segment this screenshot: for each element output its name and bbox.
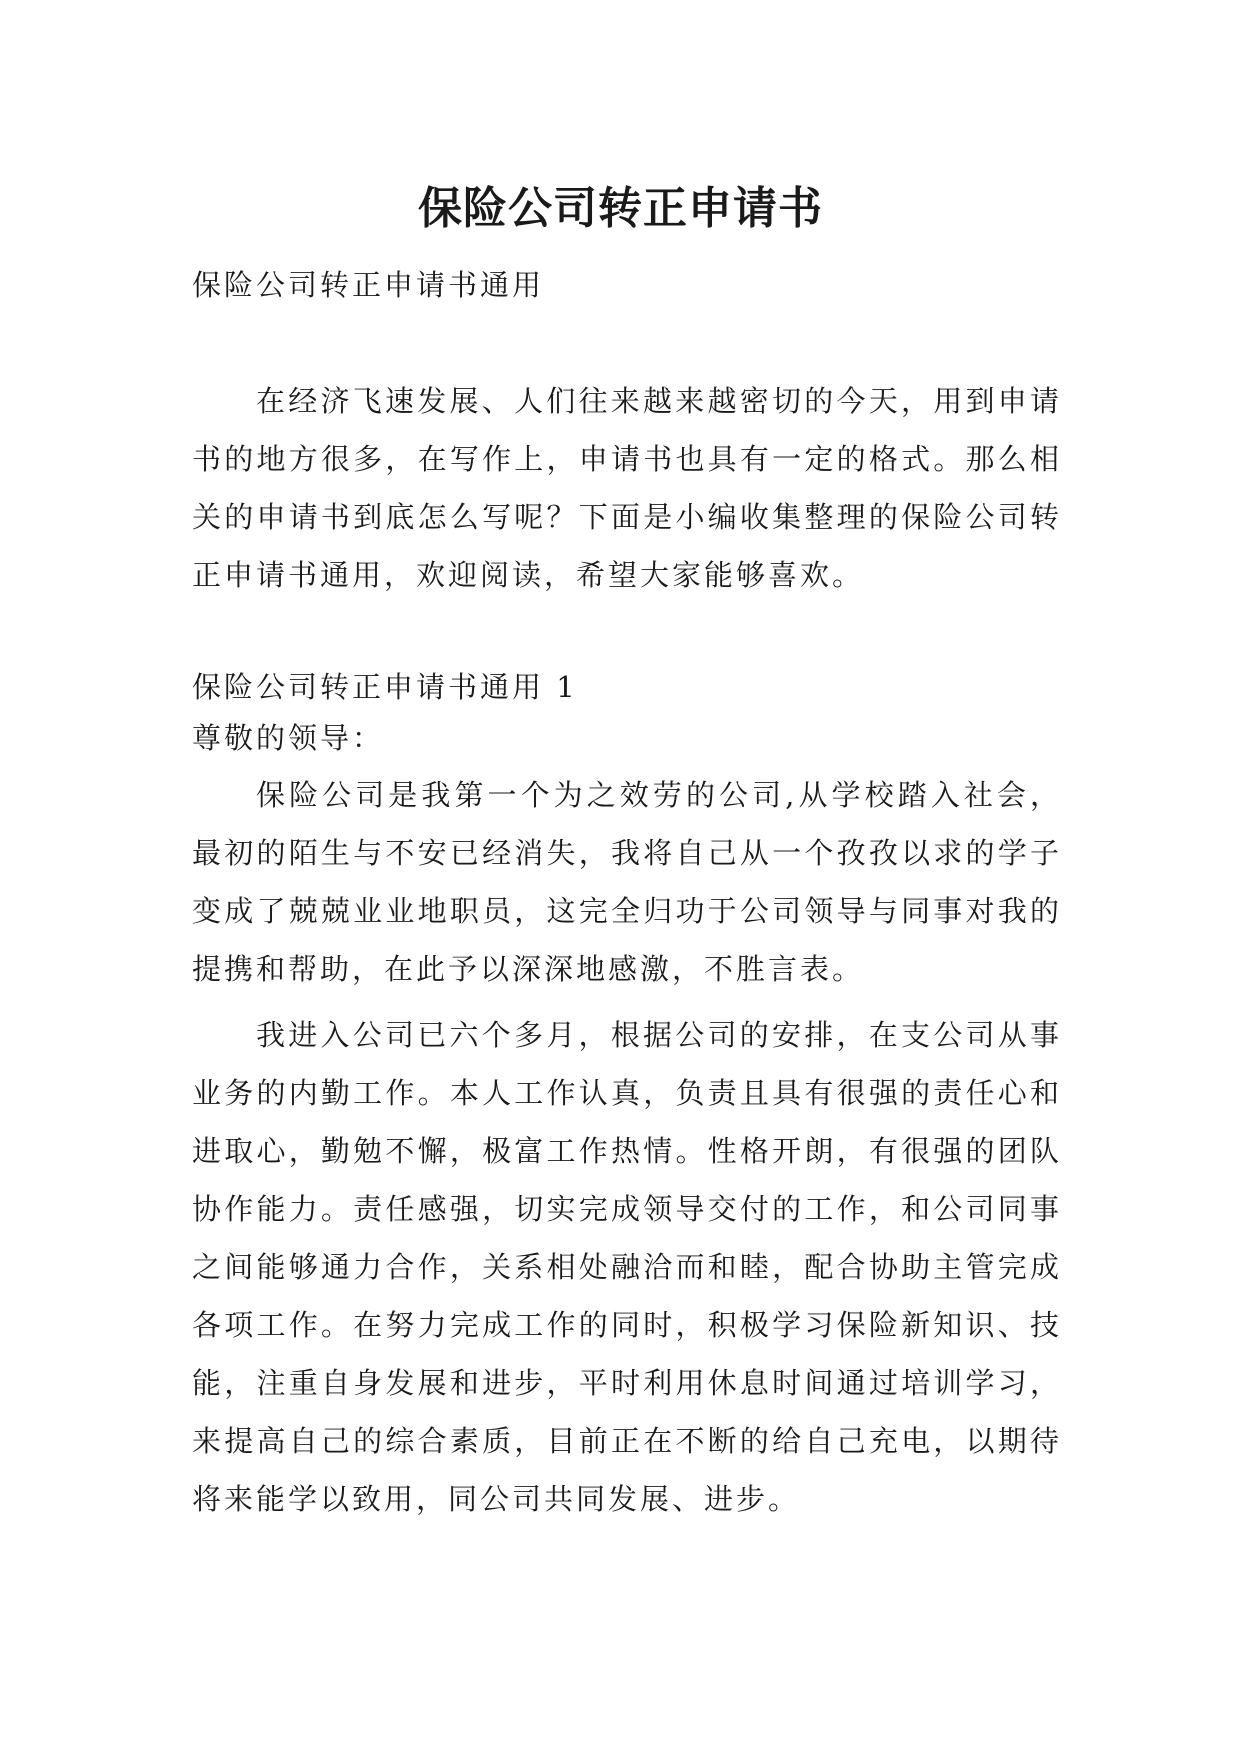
document-title: 保险公司转正申请书 [418, 183, 823, 235]
document-body [192, 260, 1062, 1528]
body-paragraph: 保险公司是我第一个为之效劳的公司,从学校踏入社会，最初的陌生与不安已经消失，我将自己从一个孜孜以求的学子变成了兢兢业业地职员，这完全归功于公司领导与同事对我的提携和帮助，在此予以深深地感激，不胜言表。 [192, 778, 1062, 986]
intro-paragraph: 在经济飞速发展、人们往来越来越密切的今天，用到申请书的地方很多，在写作上，申请书也具有一定的格式。那么相关的申请书到底怎么写呢？下面是小编收集整理的保险公司转正申请书通用，欢迎阅读，希望大家能够喜欢。 [192, 384, 1062, 592]
document-subtitle: 保险公司转正申请书通用 [192, 268, 545, 302]
body-paragraph: 我进入公司已六个多月，根据公司的安排，在支公司从事业务的内勤工作。本人工作认真，负责且具有很强的责任心和进取心，勤勉不懈，极富工作热情。性格开朗，有很强的团队协作能力。责任感强，切实完成领导交付的工作，和公司同事之间能够通力合作，关系相处融洽而和睦，配合协助主管完成各项工作。在努力完成工作的同时，积极学习保险新知识、技能，注重自身发展和进步，平时利用休息时间通过培训学习，来提高自己的综合素质，目前正在不断的给自己充电，以期待将来能学以致用，同公司共同发展、进步。 [192, 1018, 1062, 1516]
salutation: 尊敬的领导： [192, 721, 385, 755]
section-heading: 保险公司转正申请书通用 1 [192, 670, 578, 704]
